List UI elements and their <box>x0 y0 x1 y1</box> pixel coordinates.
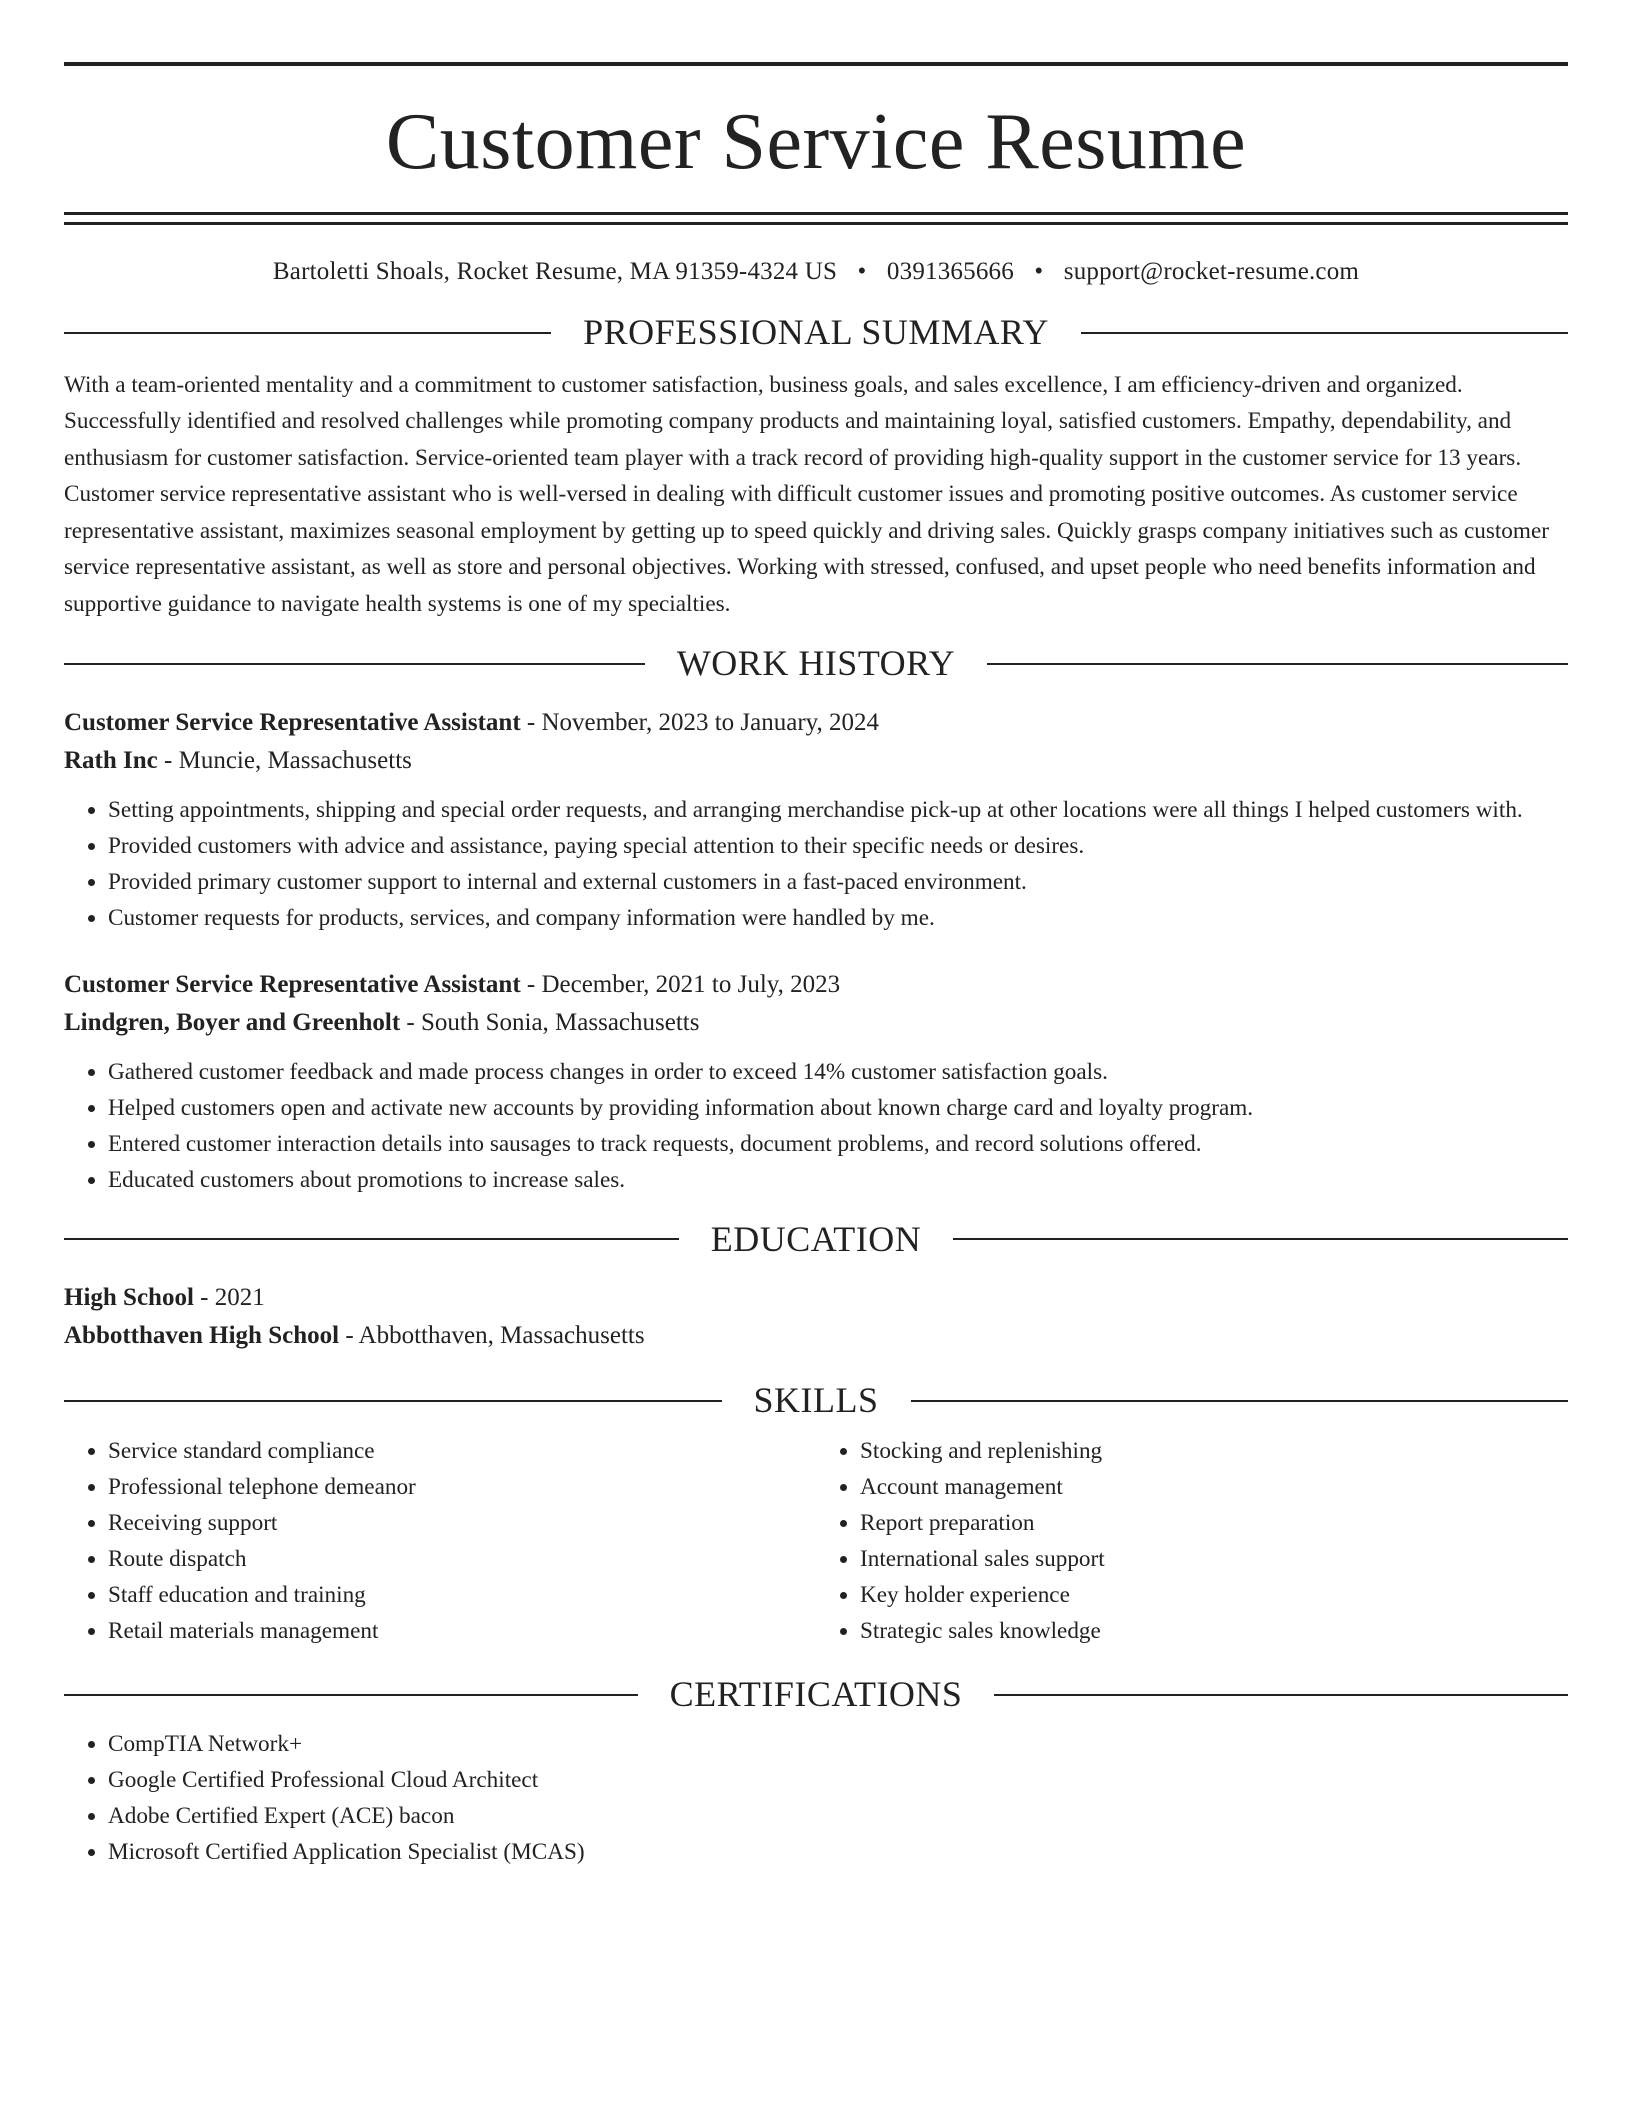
job-location: - Muncie, Massachusetts <box>157 746 412 774</box>
list-item: • Microsoft Certified Application Specialist (MCAS) <box>108 1834 1568 1870</box>
education-school-line <box>64 1317 1568 1355</box>
divider-line <box>1081 332 1568 334</box>
section-title-certifications: CERTIFICATIONS <box>669 1673 963 1714</box>
education-degree: High School <box>64 1284 194 1312</box>
job-entry <box>64 704 1568 936</box>
list-item: • Educated customers about promotions to increase sales. <box>108 1162 1568 1198</box>
job-entry <box>64 966 1568 1198</box>
education-year: - 2021 <box>193 1284 265 1312</box>
job-title: Customer Service Representative Assistant <box>64 970 521 998</box>
education-school: Abbotthaven High School <box>64 1322 340 1350</box>
section-header-education <box>64 1220 1568 1260</box>
divider-line <box>953 1238 1568 1240</box>
job-dates: - November, 2023 to January, 2024 <box>520 708 880 736</box>
contact-email: support@rocket-resume.com <box>1063 258 1360 285</box>
divider-line <box>64 1694 638 1696</box>
job-dates: - December, 2021 to July, 2023 <box>520 970 841 998</box>
section-header-skills <box>64 1381 1568 1421</box>
education-entry <box>64 1279 1568 1355</box>
job-title-line <box>64 966 1568 1004</box>
section-header-summary <box>64 313 1568 353</box>
section-title-education: EDUCATION <box>710 1218 922 1259</box>
list-item: • Account management <box>860 1469 1568 1505</box>
list-item: • Helped customers open and activate new accounts by providing information about known charge card and loyalty program. <box>108 1090 1568 1126</box>
education-location: - Abbotthaven, Massachusetts <box>339 1322 645 1350</box>
divider-line <box>64 1238 679 1240</box>
resume-title: Customer Service Resume <box>385 98 1247 186</box>
list-item: • Retail materials management <box>108 1613 816 1649</box>
job-company-line <box>64 1004 1568 1042</box>
divider-line <box>994 1694 1568 1696</box>
education-degree-line <box>64 1279 1568 1317</box>
skills-list-right <box>816 1433 1568 1649</box>
certifications-list <box>64 1726 1568 1870</box>
list-item: • Provided customers with advice and assistance, paying special attention to their specific needs or desires. <box>108 828 1568 864</box>
list-item: • Route dispatch <box>108 1541 816 1577</box>
job-bullets <box>64 792 1568 936</box>
job-title: Customer Service Representative Assistant <box>64 708 521 736</box>
divider-line <box>64 663 645 665</box>
list-item: • Customer requests for products, services, and company information were handled by me. <box>108 900 1568 936</box>
contact-phone: 0391365666 <box>886 258 1014 285</box>
list-item: • Provided primary customer support to internal and external customers in a fast-paced environment. <box>108 864 1568 900</box>
skills-list-left <box>64 1433 816 1649</box>
list-item: • CompTIA Network+ <box>108 1726 1568 1762</box>
section-title-skills: SKILLS <box>753 1380 879 1421</box>
job-company: Rath Inc <box>64 746 158 774</box>
divider-line <box>911 1400 1569 1402</box>
list-item: • Professional telephone demeanor <box>108 1469 816 1505</box>
double-rule <box>64 212 1568 225</box>
section-title-summary: PROFESSIONAL SUMMARY <box>583 312 1049 352</box>
divider-line <box>64 332 551 334</box>
job-bullets <box>64 1054 1568 1198</box>
summary-text: With a team-oriented mentality and a commitment to customer satisfaction, business goals, and sales excellence, I am efficiency-driven and organized. Successfully identified and resolved challenges while promoting company products and maintaining loyal, satisfied customers. Empathy, dependability, and enthusiasm for customer satisfaction. Service-oriented team player with a track record of providing high-quality support in the customer service for 13 years. Customer service representative assistant who is well-versed in dealing with difficult customer issues and promoting positive outcomes. As customer service representative assistant, maximizes seasonal employment by getting up to speed quickly and driving sales. Quickly grasps company initiatives such as customer service representative assistant, as well as store and personal objectives. Working with stressed, confused, and upset people who need benefits information and supportive guidance to navigate health systems is one of my specialties. <box>64 371 1549 617</box>
list-item: • Gathered customer feedback and made process changes in order to exceed 14% customer satisfaction goals. <box>108 1054 1568 1090</box>
list-item: • Strategic sales knowledge <box>860 1613 1568 1649</box>
skills-columns <box>64 1433 1568 1649</box>
job-company: Lindgren, Boyer and Greenholt <box>64 1008 401 1036</box>
list-item: • Stocking and replenishing <box>860 1433 1568 1469</box>
list-item: • Service standard compliance <box>108 1433 816 1469</box>
contact-address: Bartoletti Shoals, Rocket Resume, MA 91359-4324 US <box>272 258 838 285</box>
list-item: • Report preparation <box>860 1505 1568 1541</box>
contact-line <box>64 258 1568 286</box>
list-item: • Google Certified Professional Cloud Architect <box>108 1762 1568 1798</box>
contact-separator: • <box>1034 258 1044 285</box>
job-company-line <box>64 742 1568 780</box>
section-header-work <box>64 644 1568 684</box>
list-item: • Key holder experience <box>860 1577 1568 1613</box>
contact-separator: • <box>857 258 867 285</box>
job-title-line <box>64 704 1568 742</box>
list-item: • Adobe Certified Expert (ACE) bacon <box>108 1798 1568 1834</box>
list-item: • Setting appointments, shipping and special order requests, and arranging merchandise pick-up at other locations were all things I helped customers with. <box>108 792 1568 828</box>
list-item: • Receiving support <box>108 1505 816 1541</box>
list-item: • Entered customer interaction details into sausages to track requests, document problems, and record solutions offered. <box>108 1126 1568 1162</box>
divider-line <box>987 663 1568 665</box>
job-location: - South Sonia, Massachusetts <box>400 1008 700 1036</box>
section-title-work: WORK HISTORY <box>676 643 956 684</box>
list-item: • International sales support <box>860 1541 1568 1577</box>
title-block <box>64 0 1568 225</box>
divider-line <box>64 1400 722 1402</box>
list-item: • Staff education and training <box>108 1577 816 1613</box>
section-header-certifications <box>64 1675 1568 1715</box>
